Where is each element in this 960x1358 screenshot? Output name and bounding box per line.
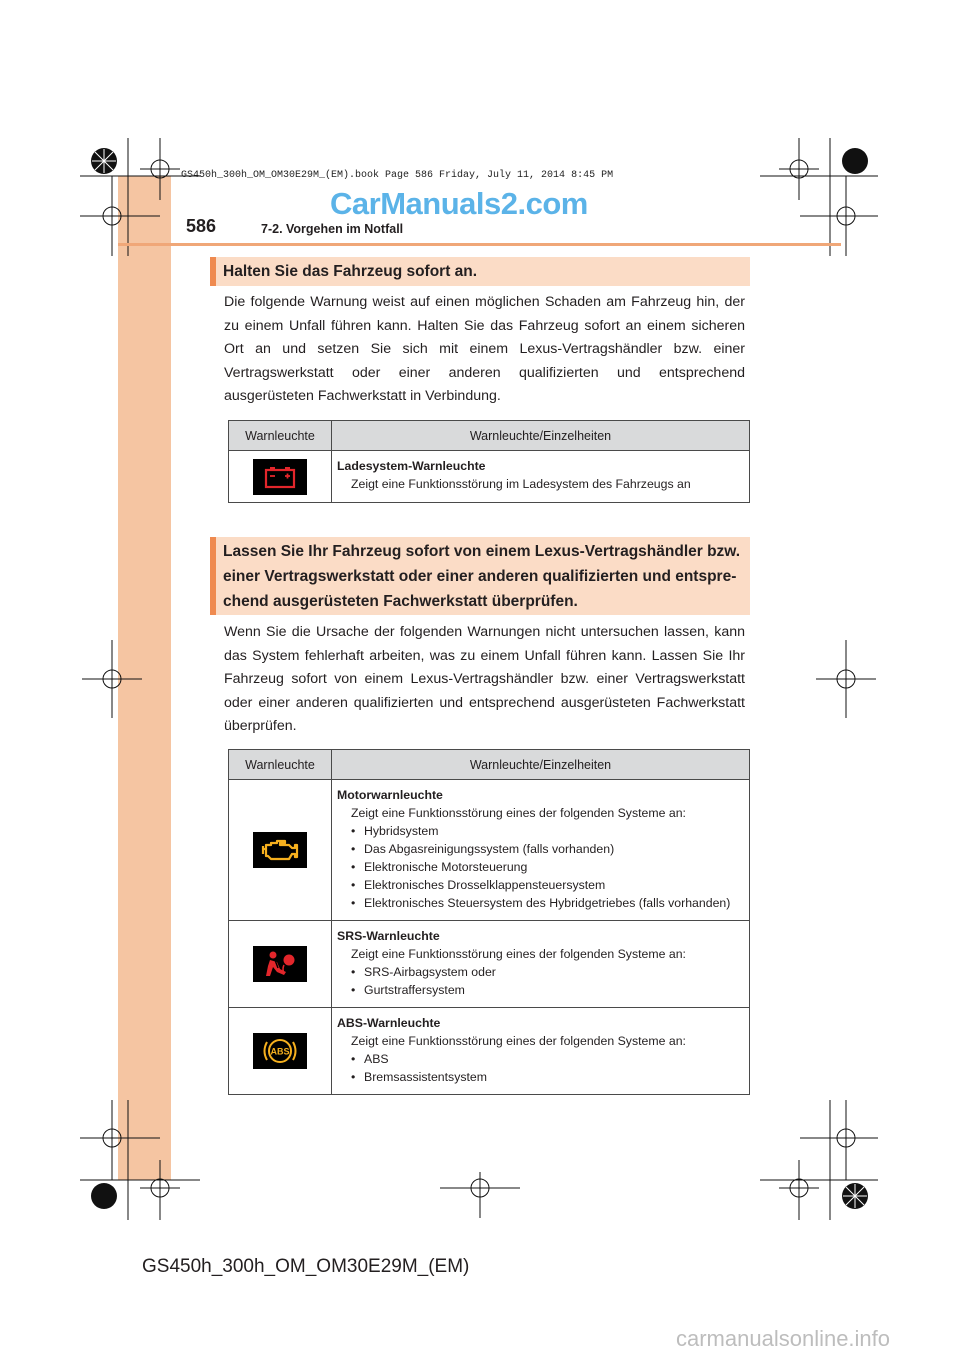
warning-details <box>332 1008 750 1095</box>
battery-icon <box>253 459 307 495</box>
table-row <box>229 451 750 503</box>
bullet: • <box>351 824 356 838</box>
table-row <box>229 921 750 1008</box>
bullet: • <box>351 1070 356 1084</box>
airbag-icon <box>253 946 307 982</box>
column-header: Warnleuchte/Einzelheiten <box>332 750 750 780</box>
column-header: Warnleuchte/Einzelheiten <box>332 421 750 451</box>
warning-description: Zeigt eine Funktionsstörung eines der folgenden Systeme an: <box>351 1034 686 1048</box>
footer-model-code: GS450h_300h_OM_OM30E29M_(EM) <box>142 1256 470 1277</box>
chapter-title: 7-2. Vorgehen im Notfall <box>261 222 404 236</box>
list-item: • Elektronisches Drosselklappensteuersystem <box>351 878 606 892</box>
section-paragraph: Wenn Sie die Ursache der folgenden Warnungen nicht untersuchen lassen, kann das System fehlerhaft arbeiten, was zu einem Unfall führen kann. Lassen Sie Ihr Fahrzeug sofort von einem Lexus-Vertragshändler bzw. einer Vertragswerkstatt oder einer anderen qualifizierten und entsprechend ausgerüsteten Fachwerkstatt überprüfen. <box>224 624 745 734</box>
warning-details <box>332 780 750 921</box>
warning-title: SRS-Warnleuchte <box>337 929 440 943</box>
list-item: • Das Abgasreinigungssystem (falls vorhanden) <box>351 842 615 856</box>
watermark-footer: carmanualsonline.info <box>676 1326 891 1351</box>
abs-icon <box>253 1033 307 1069</box>
section-heading-line: Lassen Sie Ihr Fahrzeug sofort von einem Lexus-Vertragshändler bzw. <box>223 543 741 560</box>
bullet: • <box>351 965 356 979</box>
book-info-line: GS450h_300h_OM_OM30E29M_(EM).book Page 586 Friday, July 11, 2014 8:45 PM <box>181 170 614 181</box>
section-heading <box>210 537 750 615</box>
column-header: Warnleuchte <box>229 750 332 780</box>
section-heading-line: chend ausgerüsteten Fachwerkstatt überprüfen. <box>223 593 578 610</box>
section-heading-text: Halten Sie das Fahrzeug sofort an. <box>223 263 478 280</box>
warning-table <box>228 749 750 1095</box>
list-item: • Hybridsystem <box>351 824 439 838</box>
page-number: 586 <box>186 216 217 236</box>
column-header: Warnleuchte <box>229 421 332 451</box>
warning-details <box>332 921 750 1008</box>
engine-icon <box>253 832 307 868</box>
section-paragraph: Die folgende Warnung weist auf einen möglichen Schaden am Fahrzeug hin, der zu einem Unfall führen kann. Halten Sie das Fahrzeug sofort an einem sicheren Ort an und setzen Sie sich mit einem Lexus-Vertragshändler bzw. einer Vertragswerkstatt oder einer anderen qualifizierten und entsprechend ausgerüsteten Fachwerkstatt in Verbindung. <box>224 294 745 404</box>
table-header-row <box>229 421 750 451</box>
table-row <box>229 780 750 921</box>
warning-title: ABS-Warnleuchte <box>337 1016 441 1030</box>
list-item: • Elektronisches Steuersystem des Hybridgetriebes (falls vorhanden) <box>351 896 731 910</box>
list-item: • Bremsassistentsystem <box>351 1070 487 1084</box>
table-row <box>229 1008 750 1095</box>
warning-table <box>228 420 750 503</box>
section-heading-line: einer Vertragswerkstatt oder einer anderen qualifizierten und entspre- <box>223 568 737 585</box>
warning-title: Ladesystem-Warnleuchte <box>337 459 486 473</box>
bullet: • <box>351 896 356 910</box>
warning-description: Zeigt eine Funktionsstörung eines der folgenden Systeme an: <box>351 806 686 820</box>
warning-title: Motorwarnleuchte <box>337 788 443 802</box>
list-item: • Gurtstraffersystem <box>351 983 465 997</box>
table-header-row <box>229 750 750 780</box>
section-heading <box>210 257 750 286</box>
header-rule <box>118 243 841 246</box>
abs-icon-text: ABS <box>270 1046 290 1057</box>
bullet: • <box>351 878 356 892</box>
bullet: • <box>351 860 356 874</box>
icon-cell <box>229 921 332 1008</box>
list-item: • ABS <box>351 1052 389 1066</box>
watermark-logo: CarManuals2.com <box>330 186 588 221</box>
warning-description: Zeigt eine Funktionsstörung eines der folgenden Systeme an: <box>351 947 686 961</box>
bullet: • <box>351 842 356 856</box>
bullet: • <box>351 983 356 997</box>
list-item: • Elektronische Motorsteuerung <box>351 860 528 874</box>
icon-cell <box>229 780 332 921</box>
list-item: • SRS-Airbagsystem oder <box>351 965 496 979</box>
bullet: • <box>351 1052 356 1066</box>
icon-cell <box>229 451 332 503</box>
warning-details <box>332 451 750 503</box>
icon-cell <box>229 1008 332 1095</box>
warning-description: Zeigt eine Funktionsstörung im Ladesystem des Fahrzeugs an <box>351 477 691 491</box>
